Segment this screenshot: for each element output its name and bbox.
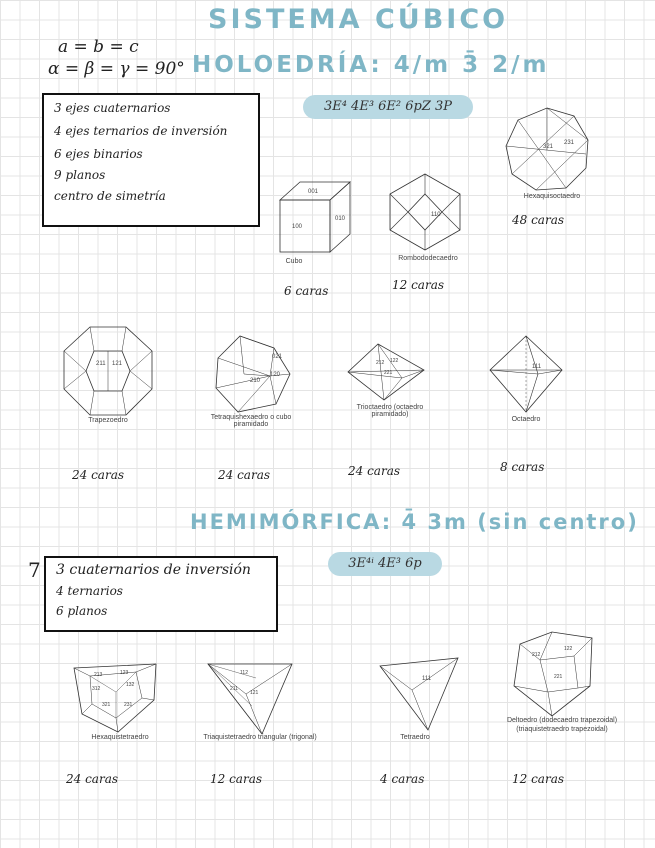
- holoedria-elements-box: [42, 93, 260, 227]
- face-index: 111: [422, 676, 432, 682]
- face-index: 321: [102, 702, 111, 708]
- face-count: 24 caras: [218, 468, 271, 482]
- face-index: 001: [308, 189, 319, 195]
- axes-condition: a = b = c: [58, 37, 139, 57]
- hemimorfica-title: HEMIMÓRFICA: 4̄ 3m (sin centro): [190, 510, 639, 534]
- rhombic-dodecahedron-shape: [380, 172, 470, 252]
- form-name: Triaquistetraedro triangular (trigonal): [203, 734, 317, 741]
- face-index: 120: [270, 372, 281, 378]
- element-line: 9 planos: [54, 168, 106, 182]
- face-count: 8 caras: [500, 460, 545, 474]
- element-line: 3 ejes cuaternarios: [54, 101, 171, 115]
- face-index: 210: [250, 378, 261, 384]
- face-count: 12 caras: [512, 772, 565, 786]
- holoedria-formula: 3E⁴ 4E³ 6E² 6pZ 3P: [303, 95, 473, 119]
- form-name: Hexaquisoctaedro: [523, 193, 581, 200]
- face-count: 24 caras: [348, 464, 401, 478]
- form-name: Deltoedro (dodecaedro trapezoidal) (triaquistetraedro trapezoidal): [506, 717, 618, 733]
- face-index: 121: [112, 361, 123, 367]
- element-line: 4 ejes ternarios de inversión: [54, 124, 228, 138]
- face-index: 110: [431, 212, 441, 218]
- hexoctahedron-shape: [502, 106, 592, 194]
- page-title: SISTEMA CÚBICO: [208, 4, 509, 35]
- face-count: 24 caras: [72, 468, 125, 482]
- form-name: Trioctaedro (octaedro piramidado): [356, 404, 424, 418]
- face-index: 231: [564, 140, 575, 146]
- face-index: 122: [390, 358, 399, 364]
- form-name: Tetraedro: [400, 734, 430, 741]
- trioctahedron-shape: [344, 342, 434, 402]
- face-index: 122: [564, 646, 573, 652]
- face-index: 213: [94, 672, 103, 678]
- face-index: 221: [384, 370, 393, 376]
- form-name: Trapezoedro: [88, 417, 128, 424]
- form-name: Cubo: [285, 258, 303, 265]
- element-line: centro de simetría: [54, 189, 166, 203]
- face-index: 112: [240, 670, 248, 676]
- face-index: 212: [532, 652, 541, 658]
- tetrakis-hexahedron-shape: [210, 334, 294, 414]
- element-line: 6 ejes binarios: [54, 147, 143, 161]
- angles-condition: α = β = γ = 90°: [48, 59, 185, 79]
- face-index: 123: [120, 670, 129, 676]
- face-count: 4 caras: [380, 772, 425, 786]
- form-name: Tetraquishexaedro o cubo piramidado: [210, 414, 292, 428]
- face-index: 221: [554, 674, 563, 680]
- face-count: 6 caras: [284, 284, 329, 298]
- element-line: 3 cuaternarios de inversión: [56, 562, 251, 578]
- form-name: Rombododecaedro: [398, 255, 458, 262]
- face-index: 211: [230, 686, 238, 692]
- side-mark: 7: [28, 558, 41, 582]
- face-index: 121: [250, 690, 259, 696]
- form-name: Octaedro: [511, 416, 541, 423]
- face-index: 021: [272, 354, 283, 360]
- triakis-tetrahedron-shape: [206, 660, 296, 736]
- trapezohedron-shape: [60, 325, 156, 417]
- face-count: 24 caras: [66, 772, 119, 786]
- octahedron-shape: [486, 334, 566, 414]
- holoedria-title: HOLOEDRÍA: 4/m 3̄ 2/m: [192, 52, 550, 78]
- face-index: 132: [126, 682, 135, 688]
- face-index: 231: [124, 702, 133, 708]
- face-index: 312: [92, 686, 101, 692]
- face-count: 48 caras: [512, 213, 565, 227]
- face-index: 212: [376, 360, 385, 366]
- form-name: Hexaquistetraedro: [91, 734, 149, 741]
- face-index: 100: [292, 224, 303, 230]
- cube-shape: [272, 180, 362, 260]
- face-index: 010: [335, 216, 346, 222]
- face-count: 12 caras: [392, 278, 445, 292]
- face-index: 321: [543, 144, 554, 150]
- hemimorfica-elements-box: [44, 556, 278, 632]
- hemimorfica-formula: 3E⁴ⁱ 4E³ 6p: [328, 552, 442, 576]
- tetrahedron-shape: [378, 656, 462, 732]
- deltoid-dodecahedron-shape: [510, 630, 596, 720]
- face-index: 211: [96, 361, 106, 367]
- face-count: 12 caras: [210, 772, 263, 786]
- element-line: 6 planos: [56, 604, 108, 618]
- face-index: 111: [532, 364, 542, 370]
- hexakis-tetrahedron-shape: [72, 662, 158, 734]
- element-line: 4 ternarios: [56, 584, 123, 598]
